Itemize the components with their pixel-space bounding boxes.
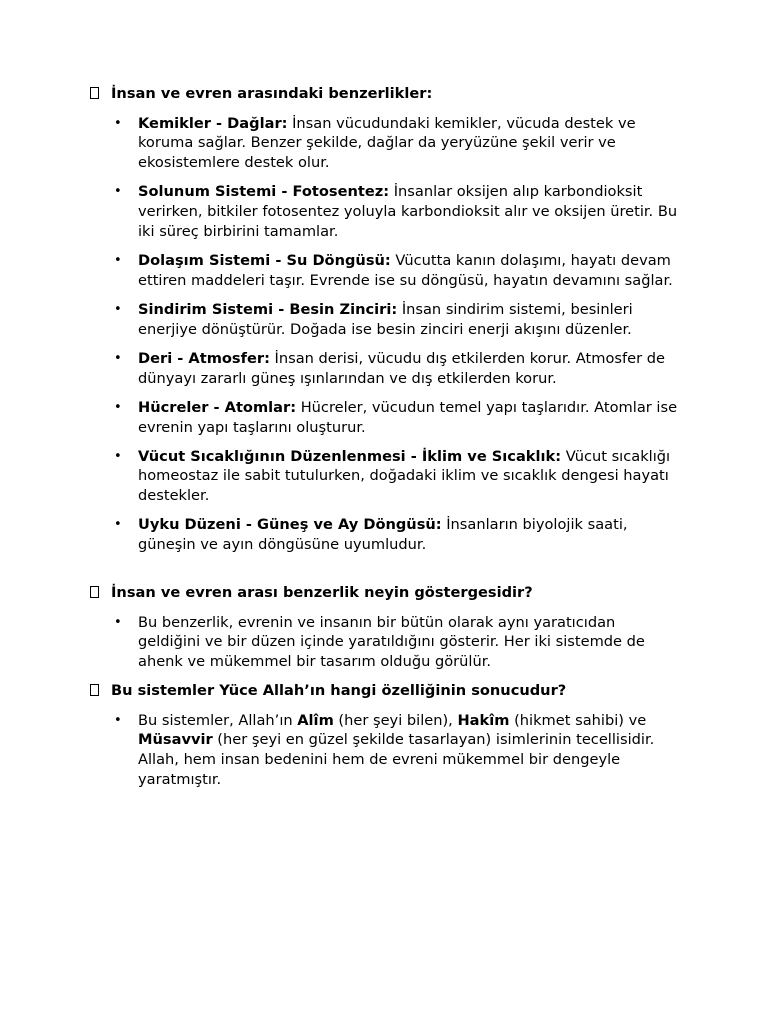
- list-item: [0, 182, 678, 241]
- divine-name-hakim: Hakîm: [457, 711, 510, 729]
- item-text: Vücut sıcaklığı homeostaz ile sabit tutulurken, doğadaki iklim ve sıcaklık dengesi hayatı destekler.: [138, 447, 671, 505]
- item-title: Uyku Düzeni - Güneş ve Ay Döngüsü:: [138, 516, 442, 534]
- item-text: İnsan derisi, vücudu dış etkilerden korur. Atmosfer de dünyayı zararlı güneş ışınlarından ve dış etkilerden korur.: [138, 349, 665, 387]
- item-title: Dolaşım Sistemi - Su Döngüsü:: [138, 251, 391, 269]
- list-item: [0, 398, 678, 437]
- indicator-list: [0, 613, 768, 672]
- item-text: İnsanlar oksijen alıp karbondioksit verirken, bitkiler fotosentez yoluyla karbondioksit alır ve oksijen üretir. Bu iki süreç birbirini tamamlar.: [138, 183, 678, 240]
- section-heading: [0, 84, 768, 104]
- list-item: [0, 447, 678, 506]
- section-attributes: [0, 681, 768, 789]
- section-indicator: [0, 583, 768, 672]
- item-text: İnsanların biyolojik saati, güneşin ve ayın döngüsüne uyumludur.: [138, 516, 628, 554]
- item-text: İnsan vücudundaki kemikler, vücuda destek ve koruma sağlar. Benzer şekilde, dağlar da yeryüzüne şekil verir ve ekosistemlere destek olur.: [138, 114, 636, 171]
- divine-name-musavvir: Müsavvir: [138, 731, 213, 749]
- list-item: [0, 114, 678, 173]
- item-text-mid: (hikmet sahibi) ve: [509, 711, 647, 729]
- item-text: Bu benzerlik, evrenin ve insanın bir bütün olarak aynı yaratıcıdan geldiğini ve bir düzen içinde yaratıldığını gösterir. Her iki sistemde de ahenk ve mükemmel bir tasarım olduğu görülür.: [138, 613, 645, 670]
- list-item: [0, 711, 678, 789]
- list-item: [0, 300, 678, 339]
- divine-name-alim: Alîm: [297, 711, 334, 729]
- section-heading-text: İnsan ve evren arasındaki benzerlikler:: [111, 85, 433, 102]
- item-text-post: (her şeyi en güzel şekilde tasarlayan) isimlerinin tecellisidir. Allah, hem insan bedenini hem de evreni mükemmel bir dengeyle yaratmıştır.: [138, 731, 655, 788]
- item-title: Hücreler - Atomlar:: [138, 398, 297, 416]
- list-item: [0, 613, 678, 672]
- item-title: Solunum Sistemi - Fotosentez:: [138, 183, 390, 201]
- section-heading: [0, 681, 768, 701]
- list-item: [0, 349, 678, 388]
- item-text-pre: Bu sistemler, Allah’ın: [138, 711, 298, 729]
- list-item: [0, 515, 678, 554]
- item-title: Sindirim Sistemi - Besin Zinciri:: [138, 300, 398, 318]
- missing-glyph-icon: [90, 586, 99, 598]
- item-title: Deri - Atmosfer:: [138, 349, 270, 367]
- missing-glyph-icon: [90, 684, 99, 696]
- item-text: İnsan sindirim sistemi, besinleri enerjiye dönüştürür. Doğada ise besin zinciri enerji akışını düzenler.: [138, 300, 633, 338]
- section-heading-text: Bu sistemler Yüce Allah’ın hangi özelliğinin sonucudur?: [111, 682, 567, 699]
- section-heading-text: İnsan ve evren arası benzerlik neyin göstergesidir?: [111, 584, 533, 601]
- section-similarities: [0, 84, 768, 555]
- section-heading: [0, 583, 768, 603]
- item-title: Vücut Sıcaklığının Düzenlenmesi - İklim ve Sıcaklık:: [138, 447, 562, 465]
- missing-glyph-icon: [90, 87, 99, 99]
- item-text-mid: (her şeyi bilen),: [333, 711, 458, 729]
- similarities-list: [0, 114, 768, 555]
- item-text: Hücreler, vücudun temel yapı taşlarıdır. Atomlar ise evrenin yapı taşlarını oluşturur.: [138, 398, 678, 436]
- list-item: [0, 251, 678, 290]
- attributes-list: [0, 711, 768, 789]
- item-text: Vücutta kanın dolaşımı, hayatı devam ettiren maddeleri taşır. Evrende ise su döngüsü, hayatın devamını sağlar.: [138, 251, 673, 289]
- item-title: Kemikler - Dağlar:: [138, 114, 288, 132]
